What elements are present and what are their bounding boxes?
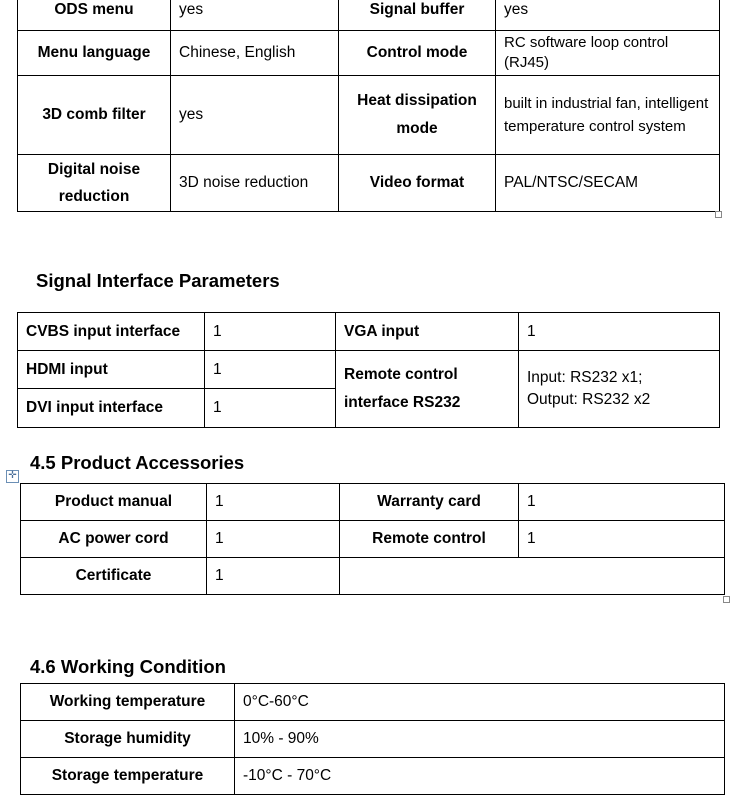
signal-interface-table <box>17 312 720 428</box>
table-cell-value: 10% - 90% <box>235 721 725 758</box>
resize-handle-icon[interactable] <box>723 596 730 603</box>
table-cell-label: VGA input <box>336 313 519 351</box>
table-cell-label: Product manual <box>21 484 207 521</box>
table-cell-label: Menu language <box>18 31 171 76</box>
table-cell-value: 1 <box>207 484 340 521</box>
table-cell-label: Remote control interface RS232 <box>336 351 519 428</box>
table-cell-value <box>519 351 720 428</box>
empty-cell <box>340 558 725 595</box>
table-cell-label: Video format <box>339 155 496 212</box>
table-cell-label: Heat dissipation mode <box>339 76 496 155</box>
table-cell-label: Storage humidity <box>21 721 235 758</box>
table-cell-value: PAL/NTSC/SECAM <box>496 155 720 212</box>
table-cell-value: 1 <box>519 521 725 558</box>
accessories-table <box>20 483 725 595</box>
table-cell-value: 1 <box>205 351 336 389</box>
rs232-output-text: Output: RS232 x2 <box>527 391 651 408</box>
table-cell-value: 3D noise reduction <box>171 155 339 212</box>
table-cell-label: AC power cord <box>21 521 207 558</box>
table-cell-value: -10°C - 70°C <box>235 758 725 795</box>
table-cell-label: Digital noise reduction <box>18 155 171 212</box>
table-cell-label: ODS menu <box>18 0 171 31</box>
section-heading-working: 4.6 Working Condition <box>30 656 226 677</box>
table-cell-value: 1 <box>205 313 336 351</box>
working-condition-table <box>20 683 725 795</box>
rs232-input-text: Input: RS232 x1; <box>527 369 643 386</box>
table-cell-value: 1 <box>519 484 725 521</box>
section-heading-signal: Signal Interface Parameters <box>36 270 280 291</box>
table-cell-label: Storage temperature <box>21 758 235 795</box>
table-cell-value: 1 <box>205 389 336 428</box>
table-cell-label: Working temperature <box>21 684 235 721</box>
table-cell-label: Signal buffer <box>339 0 496 31</box>
table-cell-value: RC software loop control (RJ45) <box>496 31 720 76</box>
table-cell-label: Remote control <box>340 521 519 558</box>
table-cell-label: Warranty card <box>340 484 519 521</box>
table-cell-value: 1 <box>207 521 340 558</box>
table-cell-label: Control mode <box>339 31 496 76</box>
table-cell-value: yes <box>171 0 339 31</box>
resize-handle-icon[interactable] <box>715 211 722 218</box>
table-cell-label: HDMI input <box>18 351 205 389</box>
table-cell-value: 1 <box>519 313 720 351</box>
table-cell-label: Certificate <box>21 558 207 595</box>
move-handle-icon[interactable]: ✛ <box>6 470 19 483</box>
feature-table <box>17 0 720 212</box>
table-cell-value: Chinese, English <box>171 31 339 76</box>
table-cell-value: 1 <box>207 558 340 595</box>
table-cell-value: yes <box>171 76 339 155</box>
table-cell-value: yes <box>496 0 720 31</box>
table-cell-value: built in industrial fan, intelligent temperature control system <box>496 76 720 155</box>
table-cell-label: 3D comb filter <box>18 76 171 155</box>
table-cell-label: DVI input interface <box>18 389 205 428</box>
table-cell-label: CVBS input interface <box>18 313 205 351</box>
section-heading-accessories: 4.5 Product Accessories <box>30 452 245 473</box>
table-cell-value: 0°C-60°C <box>235 684 725 721</box>
